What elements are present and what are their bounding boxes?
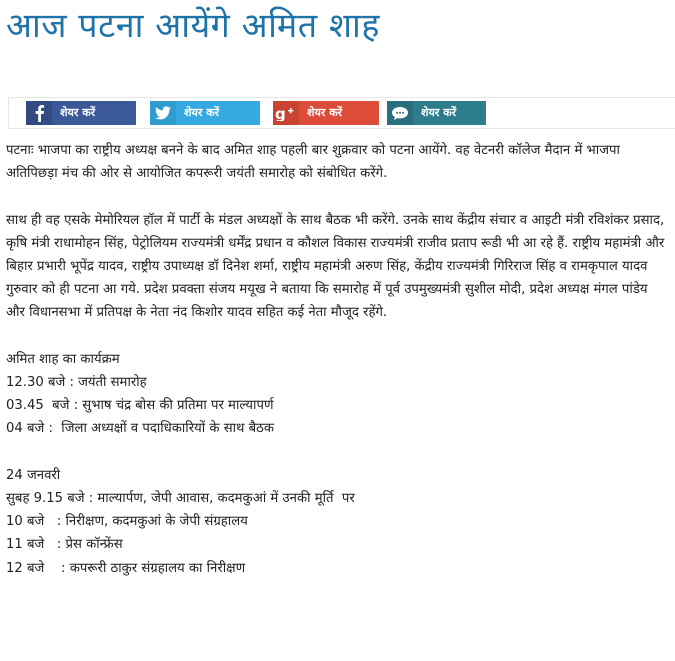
- paragraph-spacer: [6, 325, 670, 348]
- article-paragraph: साथ ही वह एसके मेमोरियल हॉल में पार्टी के मंडल अध्यक्षों के साथ बैठक भी करेंगे. उनके साथ केंद्रीय संचार व आइटी मंत्री रविशंकर प्रसाद, कृषि मंत्री राधामोहन सिंह, पेट्रोलियम राज्यमंत्री धर्मेंद्र प्रधान व कौशल विकास राज्यमंत्री राजीव प्रताप रूडी भी आ रहे हैं. राष्ट्रीय महामंत्री और बिहार प्रभारी भूपेंद्र यादव, राष्ट्रीय उपाध्यक्ष डॉ दिनेश शर्मा, राष्ट्रीय महामंत्री अरुण सिंह, केंद्रीय राज्यमंत्री गिरिराज सिंह व रामकृपाल यादव गुरुवार को ही पटना आ गये. प्रदेश प्रवक्ता संजय मयूख ने बताया कि समारोह में पूर्व उपमुख्यमंत्री सुशील मोदी, प्रदेश अध्यक्ष मंगल पांडेय और विधानसभा में प्रतिपक्ष के नेता नंद किशोर यादव सहित कई नेता मौजूद रहेंगे.: [6, 212, 665, 321]
- facebook-share-label: शेयर करें: [60, 106, 96, 119]
- paragraph-spacer: [6, 441, 670, 464]
- google-plus-icon: [273, 101, 299, 125]
- schedule-date-heading: 24 जनवरी: [6, 467, 61, 483]
- article-body: [6, 139, 670, 580]
- schedule-item: 03.45 बजे : सुभाष चंद्र बोस की प्रतिमा पर माल्यापर्ण: [6, 398, 274, 414]
- schedule-item: 10 बजे : निरीक्षण, कदमकुआं के जेपी संग्रहालय: [6, 514, 248, 530]
- facebook-share-button[interactable]: [26, 101, 136, 125]
- schedule-heading: अमित शाह का कार्यक्रम: [6, 351, 120, 367]
- message-share-label: शेयर करें: [421, 106, 457, 119]
- share-bar: [8, 97, 675, 129]
- schedule-item: 12 बजे : कपरूरी ठाकुर संग्रहालय का निरीक्षण: [6, 560, 246, 576]
- schedule-item: 04 बजे : जिला अध्यक्षों व पदाधिकारियों के साथ बैठक: [6, 421, 274, 437]
- paragraph-spacer: [6, 185, 670, 208]
- google-plus-share-button[interactable]: [273, 101, 379, 125]
- chat-bubble-icon: [387, 101, 413, 125]
- twitter-bird-icon: [150, 101, 176, 125]
- twitter-share-label: शेयर करें: [184, 106, 220, 119]
- twitter-share-button[interactable]: [150, 101, 260, 125]
- message-share-button[interactable]: [387, 101, 486, 125]
- facebook-icon: [26, 101, 52, 125]
- schedule-item: 12.30 बजे : जयंती समारोह: [6, 375, 147, 390]
- svg-text:g: g: [275, 105, 286, 121]
- google-plus-share-label: शेयर करें: [307, 106, 343, 119]
- article-headline: आज पटना आयेंगे अमित शाह: [6, 6, 380, 46]
- article-paragraph: पटनाः भाजपा का राष्ट्रीय अध्यक्ष बनने के बाद अमित शाह पहली बार शुक्रवार को पटना आयेंगे. वह वेटनरी कॉलेज मैदान में भाजपा अतिपिछड़ा मंच की ओर से आयोजित कपरूरी जयंती समारोह को संबोधित करेंगे.: [6, 143, 620, 182]
- schedule-item: 11 बजे : प्रेस कॉन्फ्रेंस: [6, 537, 123, 553]
- schedule-item: सुबह 9.15 बजे : माल्यार्पण, जेपी आवास, कदमकुआं में उनकी मूर्ति पर: [6, 491, 355, 506]
